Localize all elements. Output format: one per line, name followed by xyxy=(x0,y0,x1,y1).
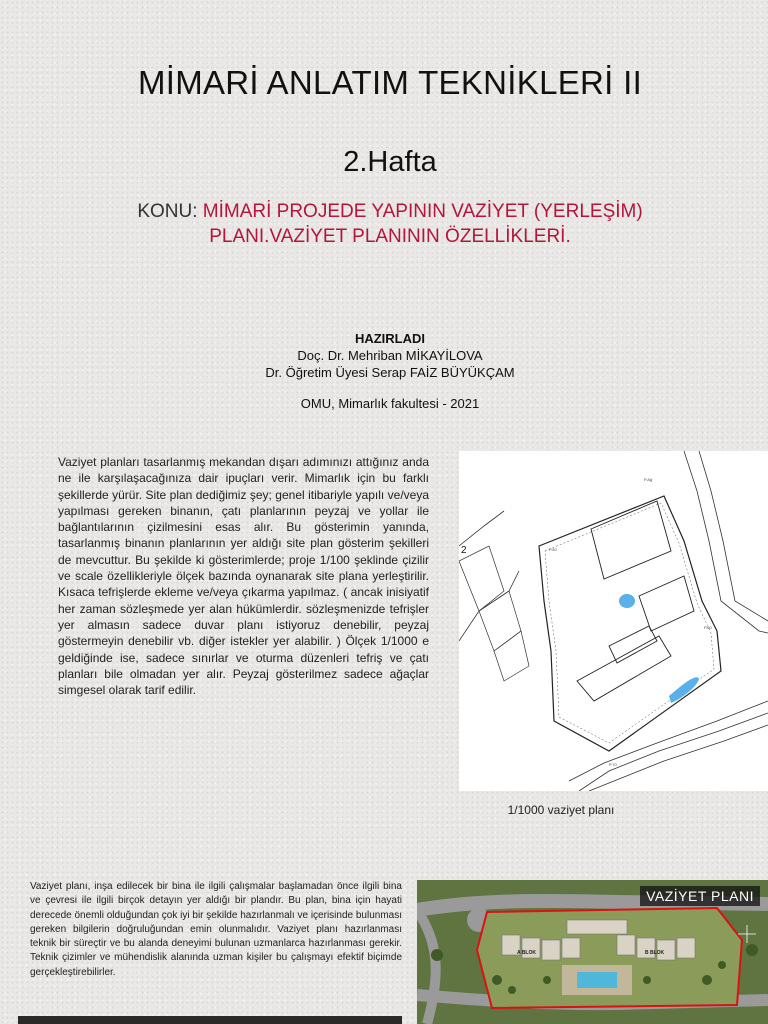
site-plan-definition: Vaziyet planı, inşa edilecek bir bina ile ilgili çalışmalar başlamadan önce ilgili bina ve çevresi ile ilgili birçok detayın yer aldığı bir plandır. Bu plan, bina için hayati derecede önemli olduğundan çok iyi bir şekilde hazırlanmalı ve içerisinde bulunması gereken bilgilerin doğruluğundan emin olunmalıdır. Vaziyet planı hazırlanması teknik bir süreçtir ve bu alanda deneyimi bulunan uzmanlarca hazırlanması gerekir. Teknik çizimler ve mühendislik alanında uzman kişiler bu çalışmayı efektif biçimde gerçekleştirebilirler. xyxy=(30,881,402,978)
block-a-label: A BLOK xyxy=(517,950,536,956)
site-plan-description: Vaziyet planları tasarlanmış mekandan dışarı adımınızı attığınız anda ne ile karşılaşacağınıza dair ipuçları verir. Mimarlık için bu farklı şekillerde yürür. Site plan dediğimiz şey; genel itibariyle yapılı ve/veya yapılması gereken binanın, çatı planlarının peyzaj ve yollar ile bağlantılarının çizilmesini esas alır. Bu gösterimin yanında, tasarlanmış binanın planlarının yer aldığı site plan gösterim şekilleri de mevcuttur. Bu şekilde ki gösterimlerde; proje 1/100 şeklinde çizilir ve scale özellikleriyle ölçek bazında oynanarak site plana yerleştirilir. Kısaca tefrişlerde ekleme ve/veya çıkarma yapılmaz. ( ancak inisiyatif her zaman sözleşmede yer alan hükümlerdir. sözleşmenizde tefrişler yer almasın sadece duvar planı istiyoruz denebilir, peyzaj göstermeyin denebilir vb. diğer istekler yer alabilir. ) Ölçek 1/1000 e geldiğinde ise, sadece sınırlar ve oturma düzenleri tefriş ve çatı planları bile olmadan yer alır. Peyzaj gösterilmez sadece ağaçlar simgesel olarak tarif edilir. xyxy=(58,455,429,698)
author-1: Doç. Dr. Mehriban MİKAYİLOVA xyxy=(297,348,483,363)
svg-text:P.70: P.70 xyxy=(609,762,617,767)
svg-text:P.60: P.60 xyxy=(704,625,712,630)
site-plan-render-label: VAZİYET PLANI xyxy=(640,886,760,906)
topic xyxy=(60,199,720,249)
topic-line-2: PLANI.VAZİYET PLANININ ÖZELLİKLERİ. xyxy=(209,226,571,247)
credits xyxy=(0,330,768,412)
page-title: MİMARİ ANLATIM TEKNİKLERİ II xyxy=(137,64,643,101)
site-plan-drawing xyxy=(459,451,768,791)
topic-line-1: MİMARİ PROJEDE YAPININ VAZİYET (YERLEŞİM) xyxy=(202,201,643,222)
week-label: 2.Hafta xyxy=(343,146,437,178)
institution: OMU, Mimarlık fakultesi - 2021 xyxy=(300,396,480,411)
svg-text:P.Ağ: P.Ağ xyxy=(644,477,653,482)
plan-marker: 2 xyxy=(461,545,467,556)
block-b-label: B BLOK xyxy=(645,950,665,956)
topic-label: KONU: xyxy=(137,201,198,222)
table-strip xyxy=(18,1016,402,1024)
author-2: Dr. Öğretim Üyesi Serap FAİZ BÜYÜKÇAM xyxy=(265,365,515,380)
svg-text:P.50: P.50 xyxy=(549,547,557,552)
site-plan-caption: 1/1000 vaziyet planı xyxy=(507,803,615,817)
site-plan-render xyxy=(417,880,768,1024)
credits-heading: HAZIRLADI xyxy=(354,331,426,346)
